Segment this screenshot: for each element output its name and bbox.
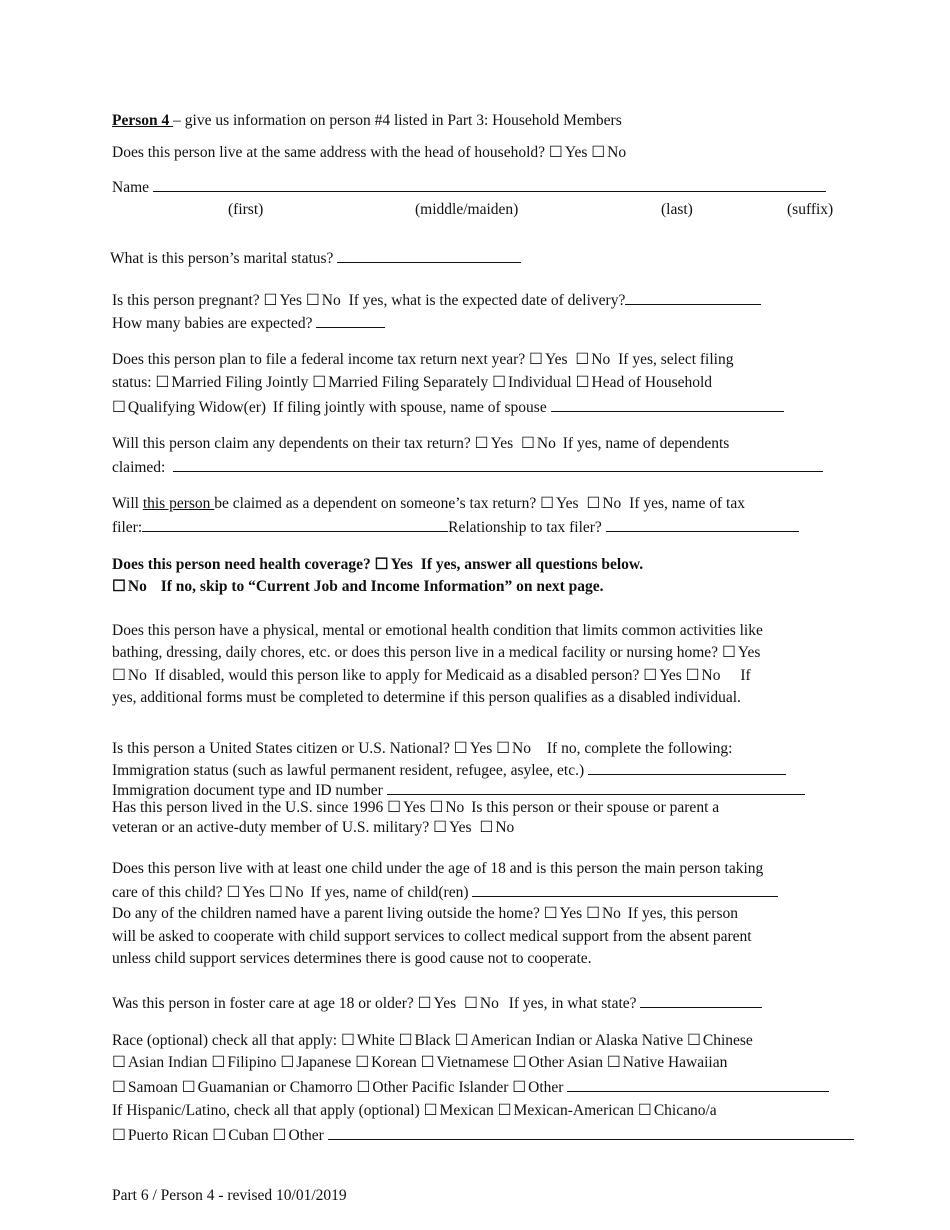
foster-state-field[interactable] [640,992,762,1008]
child-no-checkbox[interactable]: ☐ [268,884,283,901]
coverage-row-1: Does this person need health coverage? ☐ Yes If yes, answer all questions below. [112,556,644,573]
race-row-1: Race (optional) check all that apply: ☐ White ☐ Black ☐ American Indian or Alaska Native ☐ Chinese [112,1032,753,1049]
babies-count-field[interactable] [316,312,385,328]
person-label: Person 4 [112,112,174,129]
filing-individual-checkbox[interactable]: ☐ [492,374,507,391]
veteran-row: veteran or an active-duty member of U.S. military? ☐ Yes ☐ No [112,819,515,836]
citizen-yes-checkbox[interactable]: ☐ [453,740,468,757]
foster-no-checkbox[interactable]: ☐ [463,995,478,1012]
name-sub-first: (first) [228,201,264,218]
medicaid-yes-checkbox[interactable]: ☐ [643,667,658,684]
claimed-row-1: Will this person be claimed as a dependent on someone’s tax return? ☐ Yes ☐ No If yes, name of tax [112,495,745,512]
child-line-5: unless child support services determines there is good cause not to cooperate. [112,950,592,967]
coverage-yes-checkbox[interactable]: ☐ [374,556,389,573]
race-white-checkbox[interactable]: ☐ [340,1032,355,1049]
tax-row-3: ☐ Qualifying Widow(er) If filing jointly with spouse, name of spouse [112,396,784,418]
address-question-row: Does this person live at the same address with the head of household? ☐ Yes ☐ No [112,144,627,161]
claimed-no-checkbox[interactable]: ☐ [586,495,601,512]
race-japanese-checkbox[interactable]: ☐ [280,1054,295,1071]
section-header [112,111,622,131]
race-vietnamese-checkbox[interactable]: ☐ [420,1054,435,1071]
race-samoan-checkbox[interactable]: ☐ [112,1079,126,1096]
hispanic-other-checkbox[interactable]: ☐ [272,1127,287,1144]
coverage-row-2: ☐ No If no, skip to “Current Job and Income Information” on next page. [112,578,604,595]
foster-yes-checkbox[interactable]: ☐ [417,995,432,1012]
race-chinese-checkbox[interactable]: ☐ [686,1032,701,1049]
race-asian-indian-checkbox[interactable]: ☐ [112,1054,126,1071]
children-names-field[interactable] [472,881,778,897]
child-yes-checkbox[interactable]: ☐ [226,884,241,901]
veteran-yes-checkbox[interactable]: ☐ [433,819,447,836]
race-other-checkbox[interactable]: ☐ [512,1079,527,1096]
disability-no-checkbox[interactable]: ☐ [112,667,126,684]
marital-row: What is this person’s marital status? [110,247,521,269]
since-1996-no-checkbox[interactable]: ☐ [429,799,444,816]
hispanic-other-field[interactable] [328,1124,854,1140]
name-field[interactable] [153,176,826,192]
filing-separately-checkbox[interactable]: ☐ [312,374,327,391]
hispanic-puerto-rican-checkbox[interactable]: ☐ [112,1127,126,1144]
since-1996-row: Has this person lived in the U.S. since 1996 ☐ Yes ☐ No Is this person or their spouse or parent a [112,799,720,816]
tax-yes-checkbox[interactable]: ☐ [529,351,543,368]
disability-line-1: Does this person have a physical, mental or emotional health condition that limits common activities like [112,622,763,639]
page-footer: Part 6 / Person 4 - revised 10/01/2019 [112,1187,347,1204]
parent-outside-yes-checkbox[interactable]: ☐ [543,905,558,922]
name-sub-middle: (middle/maiden) [415,201,519,218]
header-intro: – give us information on person #4 listed in Part 3: Household Members [173,112,622,129]
dependents-names-field[interactable] [173,456,823,472]
address-no-checkbox[interactable]: ☐ [591,144,606,161]
claimed-row-2: filer: Relationship to tax filer? [112,516,799,538]
dependents-row-2: claimed: [112,456,823,478]
race-other-asian-checkbox[interactable]: ☐ [512,1054,527,1071]
immigration-status-row: Immigration status (such as lawful permanent resident, refugee, asylee, etc.) [112,759,786,781]
child-line-2: care of this child? ☐ Yes ☐ No If yes, name of child(ren) [112,881,778,903]
race-filipino-checkbox[interactable]: ☐ [211,1054,226,1071]
veteran-no-checkbox[interactable]: ☐ [479,819,494,836]
filing-widow-checkbox[interactable]: ☐ [112,399,126,416]
immigration-document-row: Immigration document type and ID number [112,779,805,801]
immigration-document-field[interactable] [387,779,805,795]
immigration-status-field[interactable] [588,759,786,775]
name-sub-last: (last) [661,201,693,218]
hispanic-row-1: If Hispanic/Latino, check all that apply (optional) ☐ Mexican ☐ Mexican-American ☐ Chicano/a [112,1102,717,1119]
citizen-no-checkbox[interactable]: ☐ [496,740,511,757]
race-american-indian-checkbox[interactable]: ☐ [454,1032,469,1049]
hispanic-mexican-checkbox[interactable]: ☐ [423,1102,438,1119]
race-guamanian-checkbox[interactable]: ☐ [181,1079,196,1096]
name-sub-suffix: (suffix) [787,201,834,218]
parent-outside-no-checkbox[interactable]: ☐ [586,905,600,922]
disability-line-2: bathing, dressing, daily chores, etc. or does this person live in a medical facility or nursing home? ☐ Yes [112,644,761,661]
dependents-yes-checkbox[interactable]: ☐ [474,435,489,452]
citizen-row: Is this person a United States citizen or U.S. National? ☐ Yes ☐ No If no, complete the following: [112,740,733,757]
filing-head-of-household-checkbox[interactable]: ☐ [575,374,590,391]
marital-status-field[interactable] [337,247,521,263]
race-row-3: ☐ Samoan ☐ Guamanian or Chamorro ☐ Other Pacific Islander ☐ Other [112,1076,829,1098]
foster-row: Was this person in foster care at age 18 or older? ☐ Yes ☐ No If yes, in what state? [112,992,762,1014]
since-1996-yes-checkbox[interactable]: ☐ [387,799,402,816]
race-row-2: ☐ Asian Indian ☐ Filipino ☐ Japanese ☐ Korean ☐ Vietnamese ☐ Other Asian ☐ Native Hawaiian [112,1054,728,1071]
name-row: Name [112,176,826,198]
disability-yes-checkbox[interactable]: ☐ [721,644,736,661]
child-line-4: will be asked to cooperate with child support services to collect medical support from the absent parent [112,928,752,945]
babies-row: How many babies are expected? [112,312,385,334]
address-yes-checkbox[interactable]: ☐ [548,144,563,161]
medicaid-no-checkbox[interactable]: ☐ [685,667,700,684]
spouse-name-field[interactable] [551,396,784,412]
pregnant-yes-checkbox[interactable]: ☐ [263,292,278,309]
race-black-checkbox[interactable]: ☐ [398,1032,413,1049]
dependents-no-checkbox[interactable]: ☐ [521,435,535,452]
dependents-row-1: Will this person claim any dependents on their tax return? ☐ Yes ☐ No If yes, name of dependents [112,435,730,452]
tax-row-2: status: ☐ Married Filing Jointly ☐ Married Filing Separately ☐ Individual ☐ Head of Household [112,374,713,391]
race-other-field[interactable] [567,1076,829,1092]
race-native-hawaiian-checkbox[interactable]: ☐ [606,1054,621,1071]
hispanic-cuban-checkbox[interactable]: ☐ [212,1127,227,1144]
child-line-3: Do any of the children named have a parent living outside the home? ☐ Yes ☐ No If yes, this person [112,905,738,922]
pregnant-no-checkbox[interactable]: ☐ [305,292,320,309]
tax-filer-field[interactable] [142,516,448,532]
disability-line-3: ☐ No If disabled, would this person like to apply for Medicaid as a disabled person? ☐ Yes ☐ No If [112,667,751,684]
hispanic-mexican-american-checkbox[interactable]: ☐ [497,1102,512,1119]
disability-line-4: yes, additional forms must be completed to determine if this person qualifies as a disabled individual. [112,689,741,706]
delivery-date-field[interactable] [625,289,761,305]
relationship-field[interactable] [606,516,799,532]
filing-jointly-checkbox[interactable]: ☐ [155,374,170,391]
pregnant-row: Is this person pregnant? ☐ Yes ☐ No If yes, what is the expected date of delivery? [112,289,761,311]
child-line-1: Does this person live with at least one child under the age of 18 and is this person the main person taking [112,860,764,877]
race-pacific-islander-checkbox[interactable]: ☐ [356,1079,371,1096]
claimed-yes-checkbox[interactable]: ☐ [540,495,554,512]
hispanic-chicano-checkbox[interactable]: ☐ [637,1102,652,1119]
tax-no-checkbox[interactable]: ☐ [575,351,590,368]
coverage-no-checkbox[interactable]: ☐ [112,578,126,595]
hispanic-row-2: ☐ Puerto Rican ☐ Cuban ☐ Other [112,1124,854,1146]
race-korean-checkbox[interactable]: ☐ [355,1054,370,1071]
tax-row-1: Does this person plan to file a federal income tax return next year? ☐ Yes ☐ No If yes, select filing [112,351,734,368]
